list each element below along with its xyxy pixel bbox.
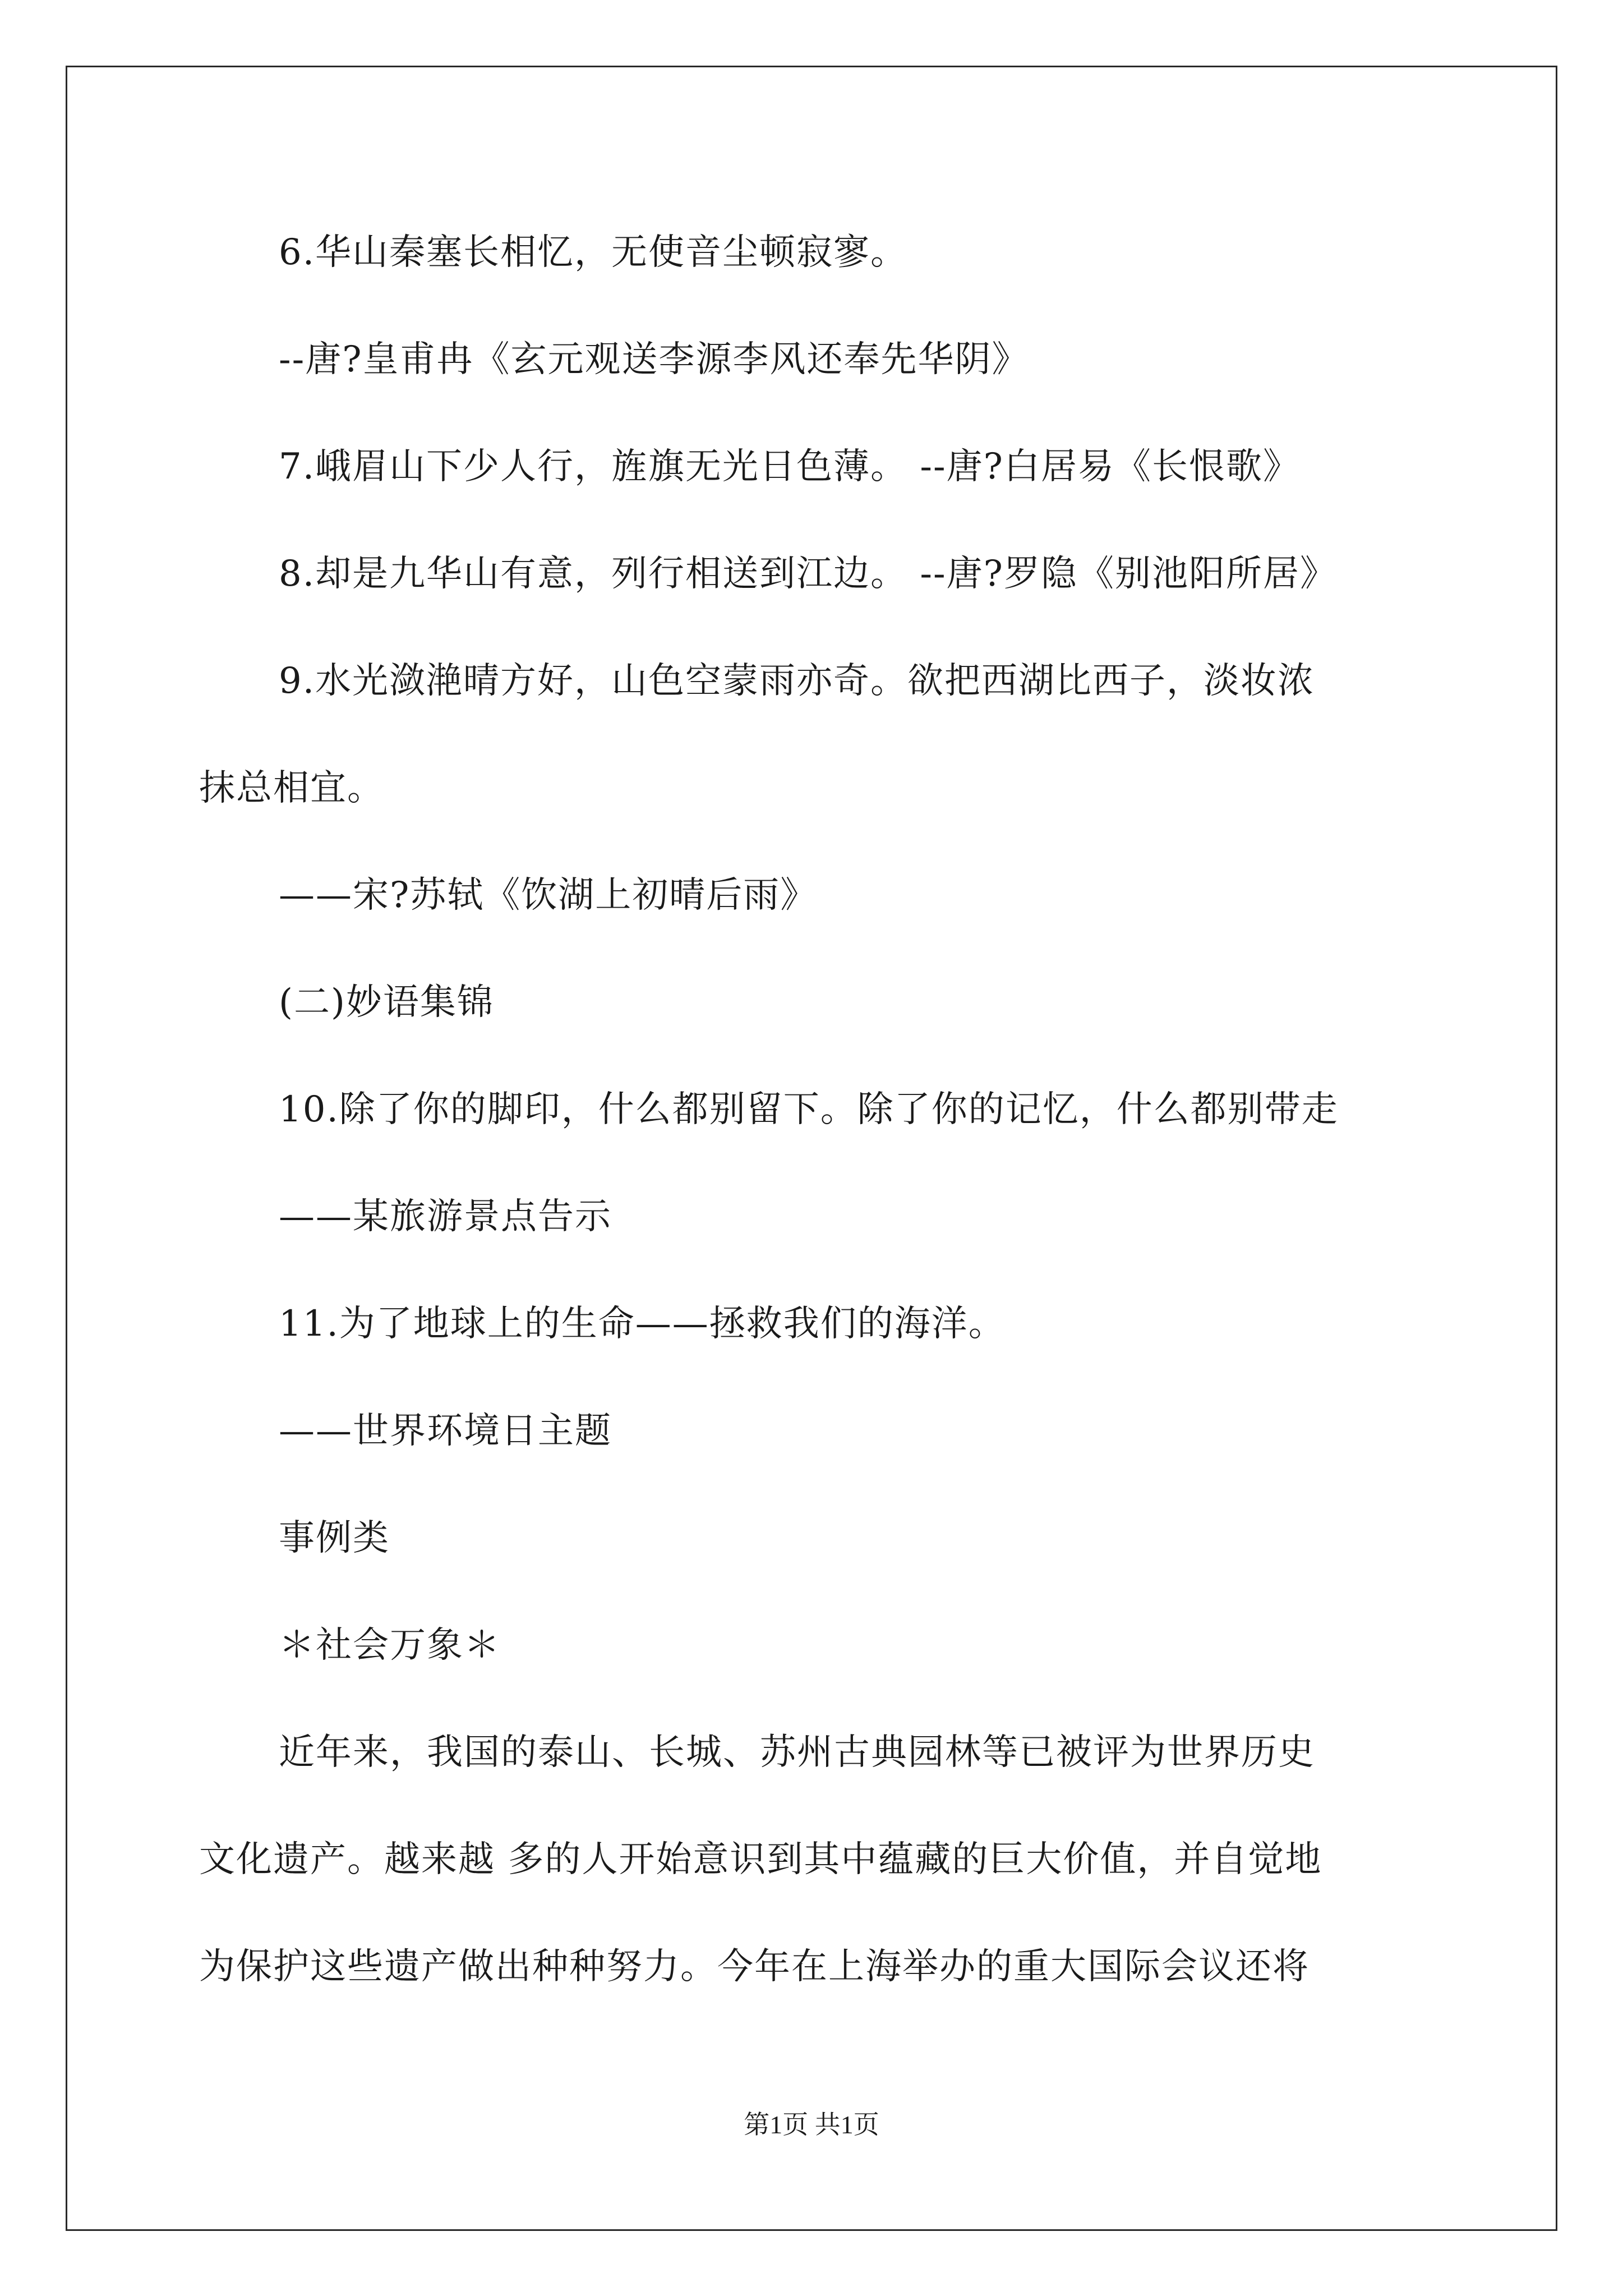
section-heading: 事例类 bbox=[279, 1517, 390, 1559]
text-line: 7.峨眉山下少人行，旌旗无光日色薄。 --唐?白居易《长恨歌》 bbox=[279, 446, 1300, 487]
text-line: 11.为了地球上的生命——拯救我们的海洋。 bbox=[279, 1303, 1006, 1345]
text-line: 8.却是九华山有意，列行相送到江边。 --唐?罗隐《别池阳所居》 bbox=[279, 553, 1337, 595]
text-line: 近年来，我国的泰山、长城、苏州古典园林等已被评为世界历史 bbox=[279, 1732, 1315, 1773]
page-number-footer: 第1页 共1页 bbox=[744, 2110, 879, 2139]
text-line: 为保护这些遗产做出种种努力。今年在上海举办的重大国际会议还将 bbox=[199, 1946, 1310, 1987]
text-line: 6.华山秦塞长相忆，无使音尘顿寂寥。 bbox=[279, 232, 908, 273]
text-line: ——某旅游景点告示 bbox=[279, 1196, 612, 1237]
page-frame bbox=[66, 66, 1557, 2231]
text-line: --唐?皇甫冉《玄元观送李源李风还奉先华阴》 bbox=[279, 339, 1029, 380]
text-line: 10.除了你的脚印，什么都别留下。除了你的记忆，什么都别带走 bbox=[279, 1089, 1339, 1130]
text-line: ——宋?苏轼《饮湖上初晴后雨》 bbox=[279, 875, 818, 916]
section-heading: ＊社会万象＊ bbox=[279, 1625, 501, 1666]
text-line: 抹总相宜。 bbox=[199, 767, 384, 809]
section-heading: (二)妙语集锦 bbox=[279, 982, 494, 1023]
text-line: 文化遗产。越来越 多的人开始意识到其中蕴藏的巨大价值，并自觉地 bbox=[199, 1839, 1322, 1880]
text-line: 9.水光潋滟晴方好，山色空蒙雨亦奇。欲把西湖比西子，淡妆浓 bbox=[279, 660, 1315, 702]
text-line: ——世界环境日主题 bbox=[279, 1410, 612, 1452]
